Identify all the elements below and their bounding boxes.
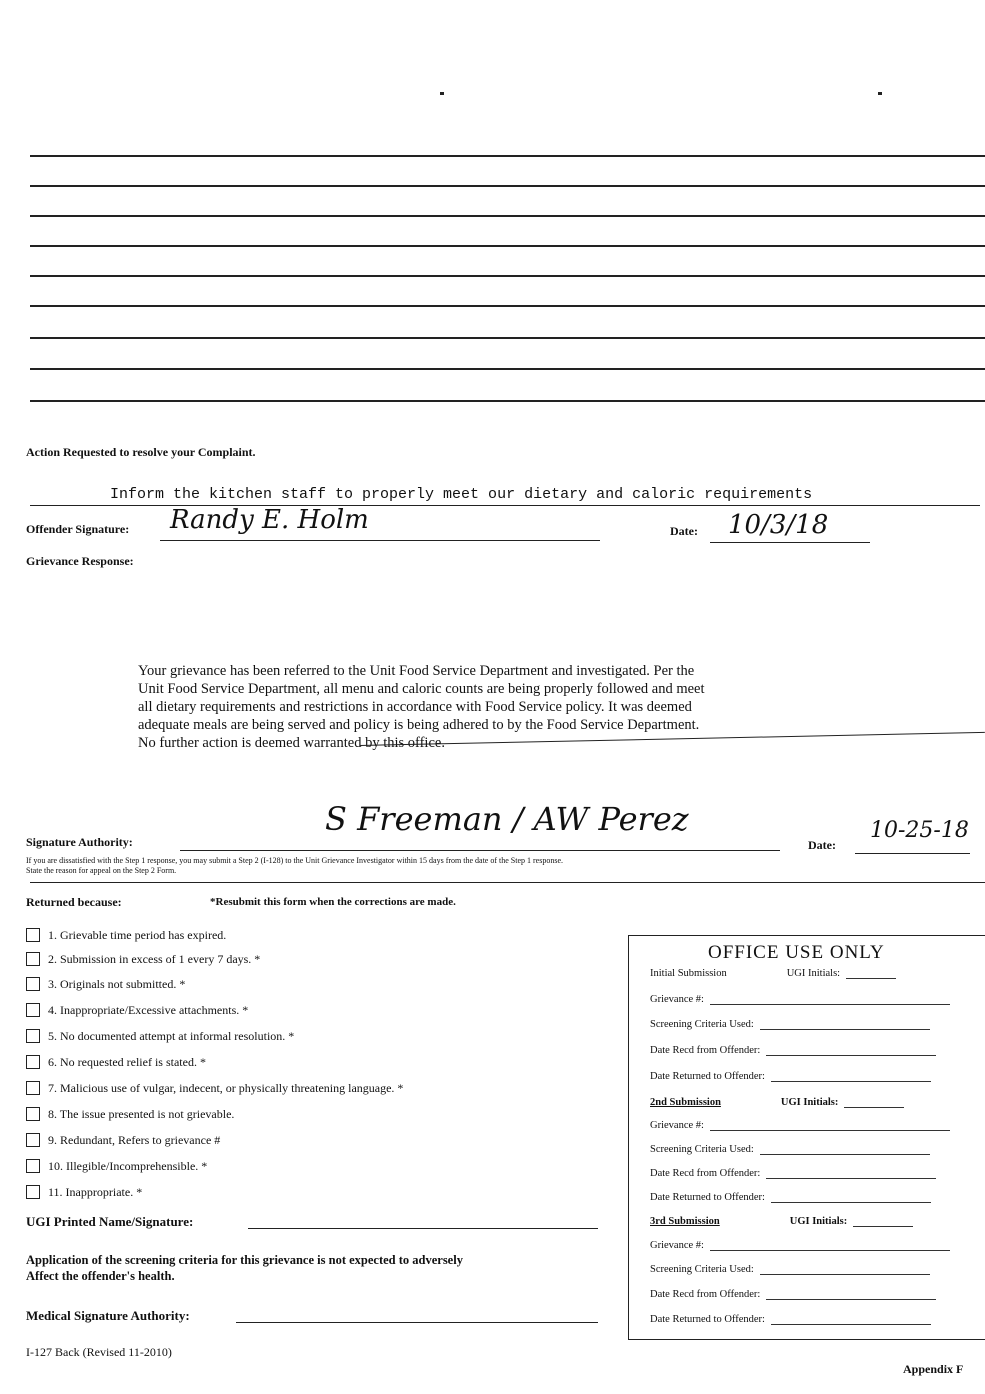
office-field-input[interactable] xyxy=(760,1019,930,1030)
office-field-input[interactable] xyxy=(771,1314,931,1325)
resubmit-note: *Resubmit this form when the corrections are made. xyxy=(210,896,456,908)
reason-checkbox[interactable] xyxy=(26,1159,40,1173)
reason-checkbox[interactable] xyxy=(26,1029,40,1043)
authority-date: 10-25-18 xyxy=(870,818,969,843)
reason-row xyxy=(26,1130,220,1150)
reason-label: 6. No requested relief is stated. * xyxy=(48,1054,206,1069)
office-field-row xyxy=(650,1019,930,1030)
medical-signature-label: Medical Signature Authority: xyxy=(26,1308,190,1323)
appendix-label: Appendix F xyxy=(903,1362,964,1376)
reason-label: 3. Originals not submitted. * xyxy=(48,976,186,991)
office-field-row xyxy=(650,994,950,1005)
office-field-input[interactable] xyxy=(710,1120,950,1131)
reason-label: 10. Illegible/Incomprehensible. * xyxy=(48,1158,208,1173)
offender-date: 10/3/18 xyxy=(728,510,829,540)
step2-notice-line: If you are dissatisfied with the Step 1 response, you may submit a Step 2 (I-128) to the Unit Grievance Investigator within 15 days from the date of the Step 1 response. xyxy=(26,856,563,865)
office-field-label: Date Recd from Offender: xyxy=(650,1168,761,1179)
office-field-input[interactable] xyxy=(710,1240,950,1251)
second-ugi-initials-label: UGI Initials: xyxy=(780,1097,839,1108)
office-field-label: Date Returned to Offender: xyxy=(650,1071,765,1082)
office-field-input[interactable] xyxy=(771,1192,931,1203)
reason-row xyxy=(26,1104,234,1124)
office-field-row xyxy=(650,1240,950,1251)
ugi-printed-label: UGI Printed Name/Signature: xyxy=(26,1214,194,1229)
reason-row xyxy=(26,949,260,969)
returned-because-label: Returned because: xyxy=(26,895,122,909)
scan-speck xyxy=(440,92,444,95)
third-submission-row xyxy=(650,1216,913,1227)
office-field-row xyxy=(650,1314,931,1325)
office-field-input[interactable] xyxy=(760,1264,930,1275)
reason-row xyxy=(26,925,226,945)
reason-checkbox[interactable] xyxy=(26,1081,40,1095)
reason-row xyxy=(26,1156,207,1176)
office-field-label: Date Returned to Offender: xyxy=(650,1314,765,1325)
office-field-row xyxy=(650,1144,930,1155)
offender-signature: Randy E. Holm xyxy=(170,505,369,535)
office-field-label: Date Returned to Offender: xyxy=(650,1192,765,1203)
authority-signature: S Freeman / AW Perez xyxy=(325,800,689,838)
offender-signature-label: Offender Signature: xyxy=(26,522,130,536)
initial-submission-label: Initial Submission xyxy=(650,968,727,979)
reason-row xyxy=(26,974,185,994)
response-line: Unit Food Service Department, all menu and caloric counts are being properly followed and meet xyxy=(138,681,705,697)
office-field-row xyxy=(650,1264,930,1275)
office-field-label: Date Recd from Offender: xyxy=(650,1289,761,1300)
office-field-label: Screening Criteria Used: xyxy=(650,1264,754,1275)
screening-statement-line: Affect the offender's health. xyxy=(26,1269,175,1283)
second-submission-label: 2nd Submission xyxy=(650,1097,721,1108)
office-field-input[interactable] xyxy=(771,1071,931,1082)
reason-checkbox[interactable] xyxy=(26,1133,40,1147)
reason-checkbox[interactable] xyxy=(26,1107,40,1121)
reason-checkbox[interactable] xyxy=(26,1003,40,1017)
office-field-label: Grievance #: xyxy=(650,994,704,1005)
initial-ugi-initials-field[interactable] xyxy=(846,968,896,979)
form-id: I-127 Back (Revised 11-2010) xyxy=(26,1345,172,1359)
third-ugi-initials-label: UGI Initials: xyxy=(789,1216,848,1227)
reason-checkbox[interactable] xyxy=(26,1185,40,1199)
medical-signature-line[interactable] xyxy=(236,1322,598,1323)
third-submission-label: 3rd Submission xyxy=(650,1216,720,1227)
screening-statement xyxy=(26,1252,463,1284)
divider-line xyxy=(30,882,985,883)
office-field-row xyxy=(650,1120,950,1131)
office-field-label: Date Recd from Offender: xyxy=(650,1045,761,1056)
reason-checkbox[interactable] xyxy=(26,1055,40,1069)
response-line: adequate meals are being served and policy is being adhered to by the Food Service Department. xyxy=(138,717,700,733)
response-line: No further action is deemed warranted by this office. xyxy=(138,735,445,751)
scan-speck xyxy=(878,92,882,95)
reason-checkbox[interactable] xyxy=(26,928,40,942)
initial-ugi-initials-label: UGI Initials: xyxy=(786,968,841,979)
office-field-label: Screening Criteria Used: xyxy=(650,1019,754,1030)
reason-row xyxy=(26,1182,142,1202)
third-ugi-initials-field[interactable] xyxy=(853,1216,913,1227)
offender-date-line xyxy=(710,542,870,543)
reason-label: 8. The issue presented is not grievable. xyxy=(48,1106,235,1121)
reason-row xyxy=(26,1026,294,1046)
office-field-row xyxy=(650,1168,936,1179)
office-field-row xyxy=(650,1289,936,1300)
reason-label: 4. Inappropriate/Excessive attachments. * xyxy=(48,1002,249,1017)
screening-statement-line: Application of the screening criteria for this grievance is not expected to adversely xyxy=(26,1253,463,1267)
office-field-label: Grievance #: xyxy=(650,1120,704,1131)
office-field-input[interactable] xyxy=(766,1168,936,1179)
reason-label: 9. Redundant, Refers to grievance # xyxy=(48,1132,221,1147)
authority-date-line xyxy=(855,853,970,854)
offender-date-label: Date: xyxy=(670,524,698,538)
step2-notice xyxy=(26,856,981,876)
reason-row xyxy=(26,1000,248,1020)
action-requested-label: Action Requested to resolve your Complaint. xyxy=(26,445,256,459)
reason-label: 5. No documented attempt at informal resolution. * xyxy=(48,1028,295,1043)
office-field-input[interactable] xyxy=(766,1045,936,1056)
offender-signature-line xyxy=(160,540,600,541)
authority-date-label: Date: xyxy=(808,838,836,852)
action-requested-text: Inform the kitchen staff to properly meet our dietary and caloric requirements xyxy=(110,486,813,503)
second-ugi-initials-field[interactable] xyxy=(844,1097,904,1108)
office-field-input[interactable] xyxy=(766,1289,936,1300)
reason-label: 11. Inappropriate. * xyxy=(48,1184,143,1199)
response-line: all dietary requirements and restrictions in accordance with Food Service policy. It was deemed xyxy=(138,699,692,715)
reason-label: 2. Submission in excess of 1 every 7 days. * xyxy=(48,951,261,966)
grievance-response-text xyxy=(138,662,705,752)
ugi-printed-line[interactable] xyxy=(248,1228,598,1229)
reason-label: 7. Malicious use of vulgar, indecent, or physically threatening language. * xyxy=(48,1080,404,1095)
grievance-response-label: Grievance Response: xyxy=(26,554,134,568)
response-line: Your grievance has been referred to the Unit Food Service Department and investigated. Per the xyxy=(138,663,695,679)
initial-submission-row xyxy=(650,968,896,979)
reason-row xyxy=(26,1078,403,1098)
office-use-title: OFFICE USE ONLY xyxy=(708,942,885,963)
reason-checkbox[interactable] xyxy=(26,977,40,991)
second-submission-row xyxy=(650,1097,904,1108)
office-field-input[interactable] xyxy=(710,994,950,1005)
signature-authority-line xyxy=(180,850,780,851)
signature-authority-label: Signature Authority: xyxy=(26,835,133,849)
reason-row xyxy=(26,1052,206,1072)
office-field-input[interactable] xyxy=(760,1144,930,1155)
office-field-row xyxy=(650,1045,936,1056)
office-field-row xyxy=(650,1071,931,1082)
office-field-row xyxy=(650,1192,931,1203)
step2-notice-line: State the reason for appeal on the Step 2 Form. xyxy=(26,866,177,875)
reason-label: 1. Grievable time period has expired. xyxy=(48,927,227,942)
office-field-label: Grievance #: xyxy=(650,1240,704,1251)
office-field-label: Screening Criteria Used: xyxy=(650,1144,754,1155)
reason-checkbox[interactable] xyxy=(26,952,40,966)
